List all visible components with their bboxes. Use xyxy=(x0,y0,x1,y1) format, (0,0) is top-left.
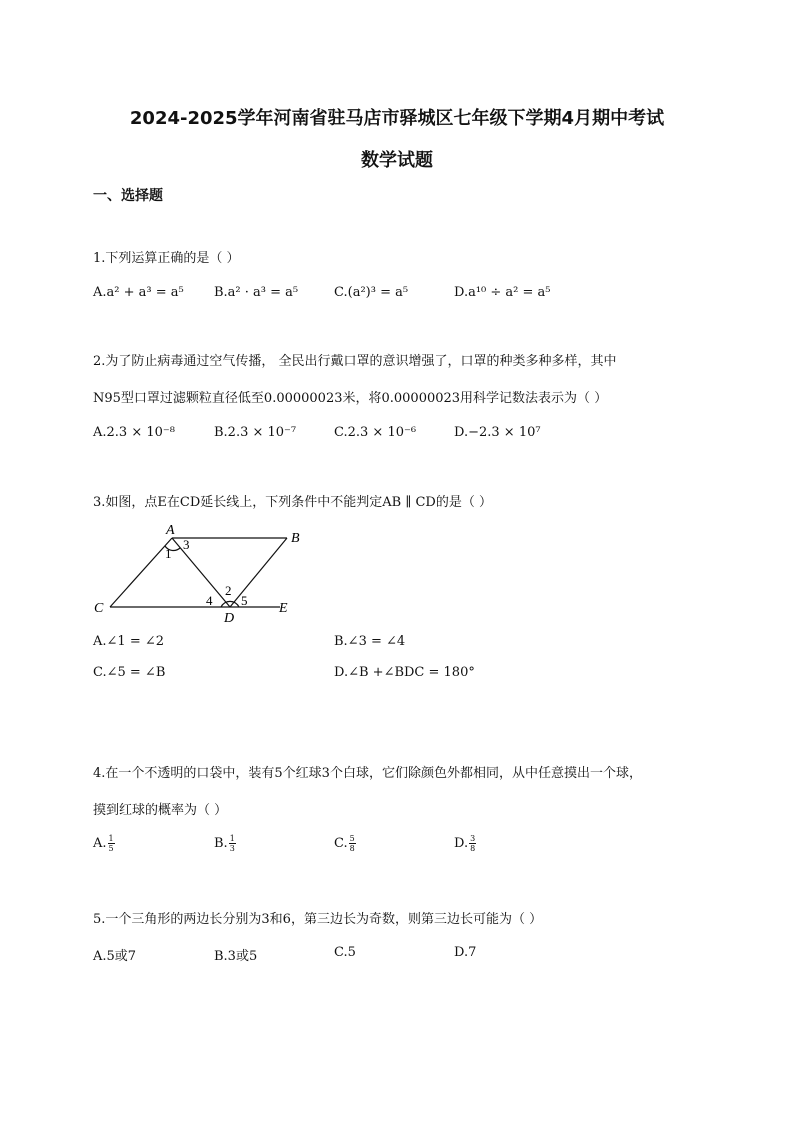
q4-option-a xyxy=(93,834,115,853)
point-d-label: D xyxy=(224,611,235,626)
q2-option-d: D.−2.3 × 10⁷ xyxy=(454,425,541,440)
q1-option-c: C.(a²)³ = a⁵ xyxy=(334,285,409,300)
section-heading: 一、选择题 xyxy=(93,188,163,204)
q5-option-a: A.5或7 xyxy=(93,949,137,964)
parallelogram-figure xyxy=(90,518,305,628)
exam-subtitle: 数学试题 xyxy=(361,150,433,171)
q4-option-c xyxy=(334,834,356,853)
question-3-stem: 3.如图，点E在CD延长线上，下列条件中不能判定AB ∥ CD的是（ ） xyxy=(93,495,492,510)
point-e-label: E xyxy=(279,601,288,616)
q3-option-a: A.∠1 = ∠2 xyxy=(93,634,165,649)
point-b-label: B xyxy=(291,531,300,546)
q4-option-d-denominator: 8 xyxy=(470,844,476,853)
q4-option-c-denominator: 8 xyxy=(349,844,355,853)
q4-option-d-fraction xyxy=(469,834,476,853)
q2-option-b: B.2.3 × 10⁻⁷ xyxy=(214,425,297,440)
q5-option-d: D.7 xyxy=(454,945,477,960)
angle-1-label: 1 xyxy=(165,546,172,561)
q3-option-b: B.∠3 = ∠4 xyxy=(334,634,406,649)
question-1-stem: 1.下列运算正确的是（ ） xyxy=(93,251,240,266)
question-2-stem-line2: N95型口罩过滤颗粒直径低至0.00000023米，将0.00000023用科学记数法表示为（ ） xyxy=(93,391,608,406)
q4-option-b-numerator: 1 xyxy=(229,834,235,843)
q1-option-d: D.a¹⁰ ÷ a² = a⁵ xyxy=(454,285,551,300)
point-a-label: A xyxy=(166,523,175,538)
q4-option-c-prefix: C. xyxy=(334,836,348,851)
segment-ac xyxy=(110,538,172,607)
q4-option-d-numerator: 3 xyxy=(470,834,476,843)
q4-option-b-prefix: B. xyxy=(214,836,228,851)
q5-option-c: C.5 xyxy=(334,945,356,960)
q4-option-a-denominator: 5 xyxy=(108,844,114,853)
q4-option-c-numerator: 5 xyxy=(349,834,355,843)
segment-bd xyxy=(230,538,287,607)
question-2-stem-line1: 2.为了防止病毒通过空气传播， 全民出行戴口罩的意识增强了，口罩的种类多种多样，其中 xyxy=(93,354,617,369)
point-c-label: C xyxy=(94,601,104,616)
q4-option-a-fraction xyxy=(108,834,115,853)
q4-option-b-fraction xyxy=(229,834,236,853)
q3-option-d: D.∠B +∠BDC = 180° xyxy=(334,665,475,680)
question-5-stem: 5.一个三角形的两边长分别为3和6，第三边长为奇数，则第三边长可能为（ ） xyxy=(93,912,543,927)
question-4-stem-line2: 摸到红球的概率为（ ） xyxy=(93,803,228,818)
q1-option-a: A.a² + a³ = a⁵ xyxy=(93,285,184,300)
q4-option-d-prefix: D. xyxy=(454,836,469,851)
segment-ad xyxy=(172,538,230,607)
q1-option-b: B.a² · a³ = a⁵ xyxy=(214,285,299,300)
q4-option-a-numerator: 1 xyxy=(108,834,114,843)
q2-option-c: C.2.3 × 10⁻⁶ xyxy=(334,425,417,440)
angle-5-label: 5 xyxy=(241,593,248,608)
exam-title: 2024-2025学年河南省驻马店市驿城区七年级下学期4月期中考试 xyxy=(129,108,665,129)
q5-option-b: B.3或5 xyxy=(214,949,258,964)
question-4-stem-line1: 4.在一个不透明的口袋中，装有5个红球3个白球，它们除颜色外都相同，从中任意摸出一个球， xyxy=(93,766,642,781)
angle-3-label: 3 xyxy=(183,537,190,552)
q4-option-d xyxy=(454,834,476,853)
q4-option-b xyxy=(214,834,236,853)
q3-option-c: C.∠5 = ∠B xyxy=(93,665,166,680)
q4-option-a-prefix: A. xyxy=(93,836,107,851)
q4-option-b-denominator: 3 xyxy=(229,844,235,853)
q2-option-a: A.2.3 × 10⁻⁸ xyxy=(93,425,175,440)
angle-4-label: 4 xyxy=(206,593,213,608)
angle-2-label: 2 xyxy=(225,583,232,598)
q4-option-c-fraction xyxy=(349,834,356,853)
